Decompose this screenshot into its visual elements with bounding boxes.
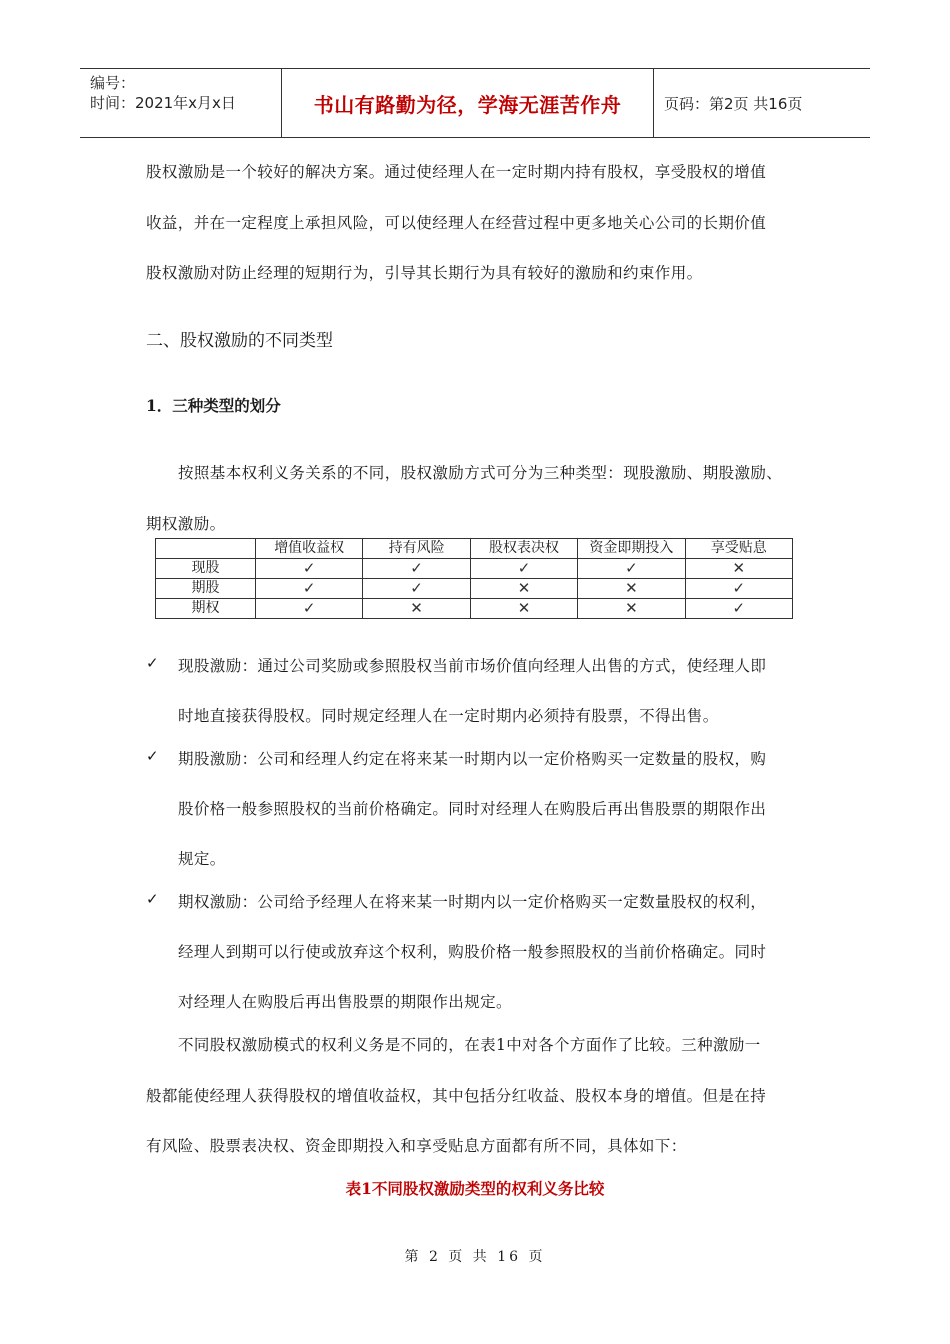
document-date: 时间：2021年x月x日 — [90, 94, 236, 112]
page-footer: 第 2 页 共 16 页 — [404, 1249, 546, 1265]
para1-line-1: 按照基本权利义务关系的不同，股权激励方式可分为三种类型：现股激励、期股激励、 — [178, 464, 783, 482]
table-cell: ✓ — [256, 599, 363, 619]
table-cell: ✓ — [578, 559, 685, 579]
bullet-3-line-1: 期权激励：公司给予经理人在将来某一时期内以一定价格购买一定数量股权的权利， — [178, 893, 767, 911]
intro-line-3: 股权激励对防止经理的短期行为，引导其长期行为具有较好的激励和约束作用。 — [146, 264, 703, 282]
para2-line-1: 不同股权激励模式的权利义务是不同的，在表1中对各个方面作了比较。三种激励一 — [178, 1036, 761, 1054]
table-cell: ✓ — [363, 579, 470, 599]
bullet-1-line-1: 现股激励：通过公司奖励或参照股权当前市场价值向经理人出售的方式，使经理人即 — [178, 657, 767, 675]
row-label: 期权 — [156, 599, 256, 619]
bullet-3-line-3: 对经理人在购股后再出售股票的期限作出规定。 — [178, 993, 512, 1011]
table-cell: ✓ — [685, 579, 792, 599]
table-row — [156, 599, 793, 619]
table-cell: ✓ — [470, 559, 577, 579]
table-cell: ✕ — [578, 599, 685, 619]
para2-line-3: 有风险、股票表决权、资金即期投入和享受贴息方面都有所不同，具体如下： — [146, 1137, 687, 1155]
table-row — [156, 579, 793, 599]
bullet-2-line-2: 股价格一般参照股权的当前价格确定。同时对经理人在购股后再出售股票的期限作出 — [178, 800, 767, 818]
table-cell: ✓ — [256, 579, 363, 599]
table-header-cell — [156, 539, 256, 559]
table-header-cell: 持有风险 — [363, 539, 470, 559]
para1-line-2: 期权激励。 — [146, 515, 226, 533]
row-label: 期股 — [156, 579, 256, 599]
bullet-2-line-3: 规定。 — [178, 850, 226, 868]
intro-line-1: 股权激励是一个较好的解决方案。通过使经理人在一定时期内持有股权，享受股权的增值 — [146, 163, 767, 181]
table-cell: ✓ — [363, 559, 470, 579]
table-cell: ✓ — [685, 599, 792, 619]
header-page-code: 页码：第2页 共16页 — [664, 95, 803, 113]
table-cell: ✕ — [685, 559, 792, 579]
checkmark-icon: ✓ — [146, 890, 159, 908]
subsection-heading: 1．三种类型的划分 — [146, 396, 281, 415]
table-header-cell: 股权表决权 — [470, 539, 577, 559]
table-cell: ✕ — [578, 579, 685, 599]
document-number-label: 编号： — [90, 74, 136, 92]
table-header-cell: 增值收益权 — [256, 539, 363, 559]
table-header-cell: 资金即期投入 — [578, 539, 685, 559]
bullet-1-line-2: 时地直接获得股权。同时规定经理人在一定时期内必须持有股票，不得出售。 — [178, 707, 719, 725]
table-header-row — [156, 539, 793, 559]
intro-line-2: 收益，并在一定程度上承担风险，可以使经理人在经营过程中更多地关心公司的长期价值 — [146, 214, 767, 232]
header-meta — [90, 73, 280, 113]
checkmark-icon: ✓ — [146, 747, 159, 765]
bullet-3-line-2: 经理人到期可以行使或放弃这个权利，购股价格一般参照股权的当前价格确定。同时 — [178, 943, 767, 961]
table-caption: 表1不同股权激励类型的权利义务比较 — [345, 1179, 605, 1198]
table-cell: ✕ — [470, 599, 577, 619]
table-cell: ✕ — [363, 599, 470, 619]
checkmark-icon: ✓ — [146, 654, 159, 672]
row-label: 现股 — [156, 559, 256, 579]
section-heading: 二、股权激励的不同类型 — [146, 331, 333, 351]
table-cell: ✓ — [256, 559, 363, 579]
page-header — [80, 68, 870, 138]
table-header-cell: 享受贴息 — [685, 539, 792, 559]
table-cell: ✕ — [470, 579, 577, 599]
table-row — [156, 559, 793, 579]
rights-comparison-table — [155, 538, 793, 619]
para2-line-2: 般都能使经理人获得股权的增值收益权，其中包括分红收益、股权本身的增值。但是在持 — [146, 1087, 767, 1105]
header-motto: 书山有路勤为径，学海无涯苦作舟 — [281, 69, 654, 137]
bullet-2-line-1: 期股激励：公司和经理人约定在将来某一时期内以一定价格购买一定数量的股权，购 — [178, 750, 767, 768]
